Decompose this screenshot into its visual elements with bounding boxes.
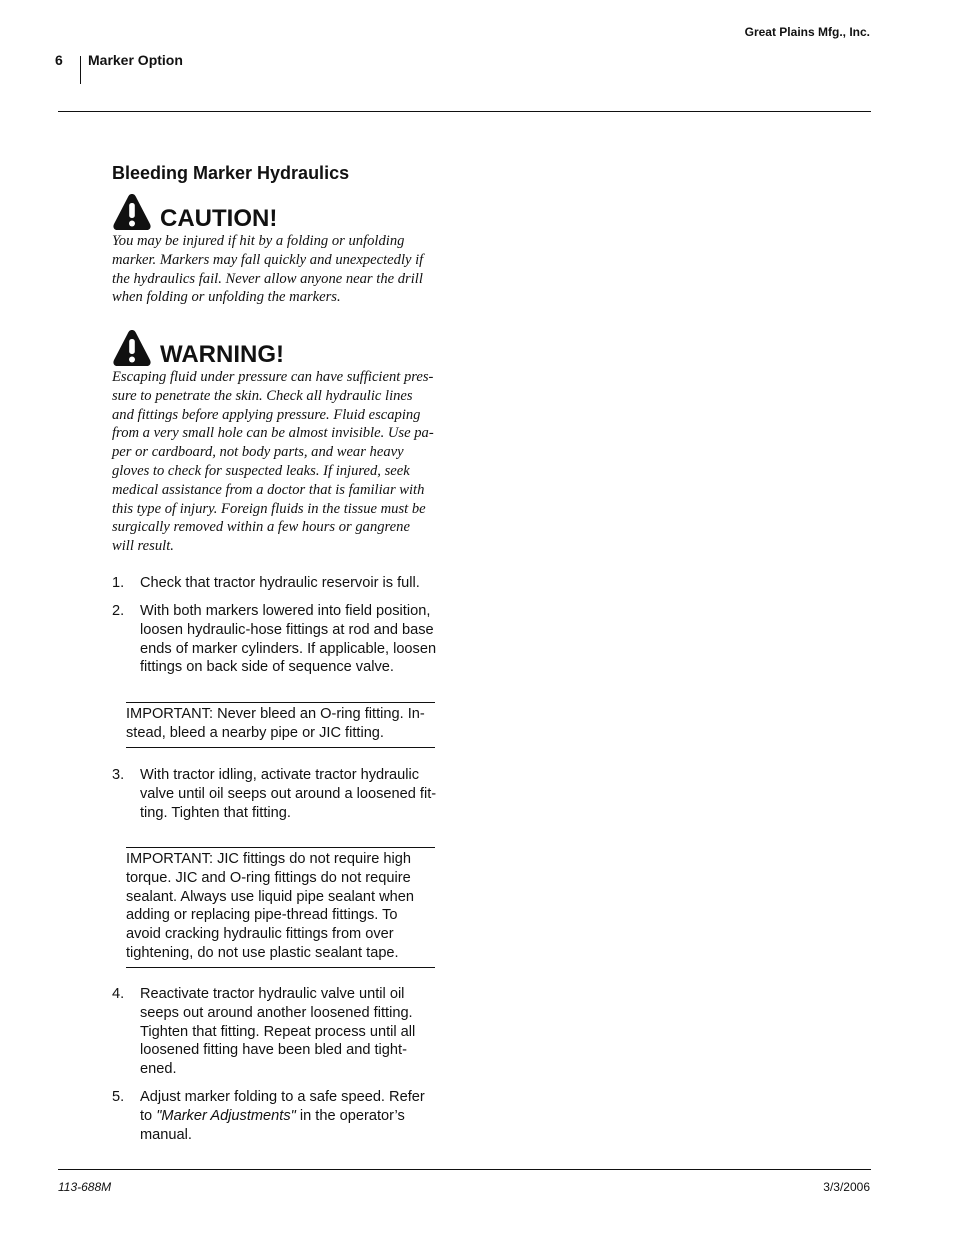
step-number: 3. <box>112 767 125 783</box>
important-note-2 <box>126 847 435 968</box>
note-line: IMPORTANT: Never bleed an O-ring fitting. In- <box>126 706 425 722</box>
step-line: fittings on back side of sequence valve. <box>140 659 394 676</box>
step-line: ends of marker cylinders. If applicable, loosen <box>140 640 437 657</box>
header-divider <box>80 56 81 84</box>
page-number: 6 <box>55 52 63 68</box>
note-line: IMPORTANT: JIC fittings do not require high <box>126 851 411 867</box>
step-4 <box>112 985 454 1079</box>
step-line: seeps out around another loosened fitting. <box>140 1004 413 1021</box>
step-line: loosen hydraulic-hose fittings at rod and base <box>140 621 434 638</box>
step-line: Check that tractor hydraulic reservoir is full. <box>140 575 420 591</box>
step-number: 2. <box>112 603 125 619</box>
step-line: valve until oil seeps out around a loosened fit- <box>140 785 437 802</box>
text-line: and fittings before applying pressure. Fluid escaping <box>112 406 421 423</box>
note-line: sealant. Always use liquid pipe sealant when <box>126 888 415 905</box>
text-line: will result. <box>112 538 174 555</box>
text-line: when folding or unfolding the markers. <box>112 289 341 306</box>
step-number: 1. <box>112 575 125 591</box>
step-number: 5. <box>112 1089 125 1105</box>
step-5 <box>112 1088 454 1144</box>
note-line: torque. JIC and O-ring fittings do not require <box>126 869 411 886</box>
step-line: ting. Tighten that fitting. <box>140 804 291 821</box>
important-note-1 <box>126 702 435 748</box>
text-line: per or cardboard, not body parts, and wear heavy <box>112 444 404 461</box>
page-heading: Bleeding Marker Hydraulics <box>112 163 350 183</box>
step-2 <box>112 602 454 677</box>
document-number: 113-688M <box>58 1180 112 1194</box>
step-text: to <box>140 1107 157 1124</box>
header-rule <box>58 111 871 112</box>
text-line: from a very small hole can be almost invisible. Use pa- <box>112 425 434 442</box>
step-line: Adjust marker folding to a safe speed. Refer <box>140 1089 425 1105</box>
text-line: this type of injury. Foreign fluids in the tissue must be <box>112 500 426 517</box>
step-number: 4. <box>112 986 125 1002</box>
step-line: Reactivate tractor hydraulic valve until oil <box>140 986 405 1002</box>
text-line: medical assistance from a doctor that is familiar with <box>112 481 425 498</box>
step-line: Tighten that fitting. Repeat process until all <box>140 1023 416 1040</box>
step-3 <box>112 766 454 822</box>
caution-title: CAUTION! <box>160 205 278 232</box>
text-line: marker. Markers may fall quickly and unexpectedly if <box>112 251 424 268</box>
step-line: ened. <box>140 1061 177 1078</box>
text-line: sure to penetrate the skin. Check all hydraulic lines <box>112 387 413 404</box>
caution-header <box>112 193 277 231</box>
caution-text <box>112 232 452 307</box>
text-line: gloves to check for suspected leaks. If injured, seek <box>112 462 410 479</box>
warning-text <box>112 368 452 556</box>
footer-rule <box>58 1169 871 1170</box>
company-name: Great Plains Mfg., Inc. <box>744 25 870 39</box>
section-title: Marker Option <box>88 52 183 68</box>
text-line: the hydraulics fail. Never allow anyone near the drill <box>112 270 423 287</box>
text-line: Escaping fluid under pressure can have sufficient pres- <box>112 369 434 385</box>
step-line: loosened fitting have been bled and tight- <box>140 1042 407 1059</box>
note-line: stead, bleed a nearby pipe or JIC fitting. <box>126 724 384 741</box>
step-text: in the operator’s <box>295 1107 405 1124</box>
note-line: adding or replacing pipe-thread fittings. To <box>126 907 398 924</box>
note-line: tightening, do not use plastic sealant tape. <box>126 944 399 961</box>
text-line: You may be injured if hit by a folding or unfolding <box>112 233 405 249</box>
text-line: surgically removed within a few hours or gangrene <box>112 519 410 536</box>
step-1 <box>112 574 454 593</box>
note-line: avoid cracking hydraulic fittings from over <box>126 926 394 943</box>
manual-reference: "Marker Adjustments" <box>156 1107 296 1124</box>
step-line: With tractor idling, activate tractor hydraulic <box>140 767 420 783</box>
warning-triangle-icon <box>112 193 152 231</box>
warning-header <box>112 329 284 367</box>
document-date: 3/3/2006 <box>823 1180 870 1194</box>
step-line: manual. <box>140 1126 192 1143</box>
step-line: With both markers lowered into field position, <box>140 603 431 619</box>
step-line <box>140 1107 454 1126</box>
warning-title: WARNING! <box>160 341 284 368</box>
warning-triangle-icon <box>112 329 152 367</box>
